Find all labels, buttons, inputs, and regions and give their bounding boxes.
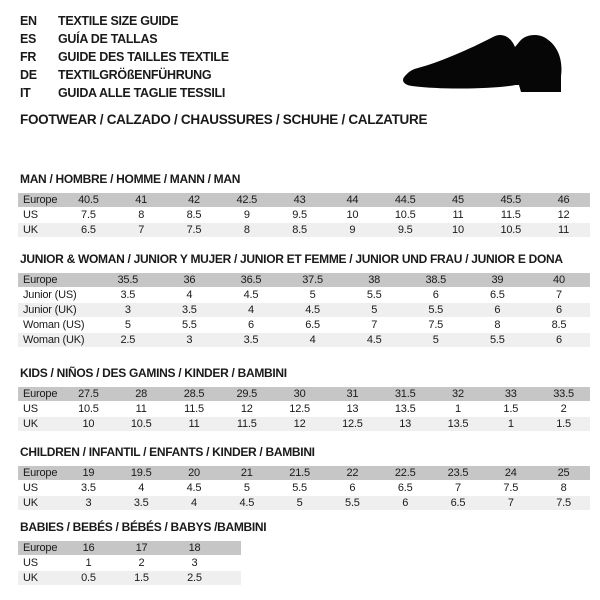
size-cell: 1 [455,403,461,415]
size-cell: 4 [248,304,254,316]
size-cell: 7.5 [556,497,571,509]
row-label: UK [23,224,38,236]
size-cell: 7 [371,319,378,331]
size-cell: 45.5 [500,194,522,206]
size-cell: 39 [491,274,504,286]
size-cell: 35.5 [117,274,139,286]
table-row-us [18,208,590,222]
size-cell: 29.5 [236,388,258,400]
language-code: FR [20,50,37,64]
table-heading-man: MAN / HOMBRE / HOMME / MANN / MAN [20,172,241,186]
size-cell: 32 [452,388,464,400]
size-cell: 6.5 [450,497,466,509]
size-cell: 33 [504,388,517,400]
size-cell: 10 [82,418,95,430]
size-cell: 1.5 [556,418,571,430]
size-cell: 5.5 [366,289,382,301]
table-row-europe [18,193,590,207]
row-label: Europe [23,194,58,206]
size-cell: 44.5 [394,194,416,206]
size-cell: 6 [402,497,409,509]
table-row-uk [18,496,590,510]
size-cell: 21 [240,467,253,479]
size-cell: 10 [452,224,464,236]
size-cell: 2 [138,557,145,569]
size-cell: 36.5 [240,274,262,286]
size-cell: 5.5 [428,304,444,316]
size-cell: 7 [555,289,562,301]
size-cell: 7.5 [186,224,202,236]
size-cell: 4 [191,497,197,509]
size-cell: 23.5 [447,467,469,479]
size-cell: 8.5 [186,209,202,221]
size-table-kids [18,387,590,431]
size-cell: 28.5 [183,388,205,400]
table-row-europe [18,273,590,287]
size-cell: 8.5 [292,224,307,236]
size-cell: 11.5 [500,209,521,221]
size-cell: 16 [82,542,95,554]
size-cell: 31.5 [394,388,416,400]
size-cell: 13 [399,418,412,430]
table-row-europe [18,541,241,555]
size-cell: 18 [188,542,201,554]
size-cell: 7.5 [428,319,444,331]
table-row-uk [18,223,590,237]
size-cell: 4 [138,482,145,494]
section-kids [18,366,590,431]
language-title: TEXTILGRÖßENFÜHRUNG [58,68,212,82]
size-cell: 5.5 [490,334,505,346]
size-cell: 11.5 [184,403,204,415]
size-cell: 13.5 [447,418,469,430]
table-row-uk [18,571,241,585]
size-cell: 36 [183,274,196,286]
size-cell: 11 [188,418,200,430]
size-cell: 22.5 [394,467,416,479]
size-cell: 7 [455,482,461,494]
row-label: Europe [23,467,58,479]
size-cell: 37.5 [302,274,323,286]
size-cell: 2.5 [120,334,136,346]
size-cell: 3.5 [81,482,96,494]
size-cell: 8.5 [551,319,567,331]
size-cell: 25 [557,467,570,479]
size-cell: 6 [349,482,356,494]
size-cell: 6 [555,304,562,316]
size-cell: 8 [138,209,145,221]
table-row-europe [18,387,590,401]
size-cell: 7 [138,224,145,236]
table-row-europe [18,466,590,480]
table-row-uk [18,417,590,431]
size-table-junior-woman [18,273,590,347]
size-cell: 9.5 [292,209,307,221]
table-row-junior-us [18,288,590,302]
size-cell: 4.5 [243,289,259,301]
size-cell: 3 [186,334,193,346]
size-cell: 30 [293,388,306,400]
size-cell: 20 [188,467,200,479]
size-cell: 5.5 [182,319,197,331]
size-cell: 1 [85,557,92,569]
size-cell: 6 [555,334,562,346]
size-cell: 1 [507,418,514,430]
size-cell: 8 [560,482,567,494]
size-cell: 7.5 [81,209,96,221]
size-cell: 28 [135,388,148,400]
size-cell: 42 [188,194,200,206]
size-cell: 17 [135,542,148,554]
size-cell: 9.5 [397,224,413,236]
size-cell: 45 [452,194,464,206]
language-code: DE [20,68,37,82]
size-cell: 41 [135,194,148,206]
row-label: Junior (UK) [23,304,77,316]
row-label: US [23,403,38,415]
language-code: IT [20,86,31,100]
row-label: UK [23,418,38,430]
size-cell: 5 [296,497,303,509]
size-cell: 10 [346,209,359,221]
row-label: Junior (US) [23,289,77,301]
language-title: TEXTILE SIZE GUIDE [58,14,179,28]
section-junior-woman [18,252,590,347]
size-cell: 6 [432,289,439,301]
size-cell: 42.5 [236,194,258,206]
row-label: Woman (UK) [23,334,85,346]
size-cell: 4.5 [239,497,255,509]
size-cell: 43 [293,194,306,206]
size-cell: 4.5 [186,482,202,494]
table-row-woman-uk [18,333,590,347]
size-cell: 13 [346,403,359,415]
category-title: FOOTWEAR / CALZADO / CHAUSSURES / SCHUHE / CALZATURE [20,112,428,127]
size-cell: 38 [368,274,381,286]
size-cell: 5.5 [292,482,307,494]
table-heading-junior-woman: JUNIOR & WOMAN / JUNIOR Y MUJER / JUNIOR ET FEMME / JUNIOR UND FRAU / JUNIOR E DONA [20,252,563,266]
size-cell: 7 [507,497,514,509]
size-cell: 5 [371,304,378,316]
size-cell: 10.5 [500,224,522,236]
size-cell: 4 [309,334,316,346]
size-cell: 7.5 [503,482,519,494]
size-cell: 10.5 [78,403,99,415]
size-cell: 1.5 [503,403,519,415]
size-cell: 3.5 [243,334,259,346]
size-cell: 2 [560,403,567,415]
size-table-man [18,193,590,237]
size-cell: 8 [494,319,501,331]
size-cell: 6.5 [490,289,505,301]
row-label: US [23,557,38,569]
row-label: US [23,482,38,494]
row-label: UK [23,497,38,509]
language-row-en [20,12,590,30]
table-row-woman-us [18,318,590,332]
size-cell: 3.5 [120,289,136,301]
size-cell: 22 [346,467,359,479]
size-table-babies [18,541,241,585]
size-cell: 2.5 [187,572,202,584]
size-cell: 12.5 [342,418,363,430]
section-man [18,172,590,237]
table-row-us [18,556,241,570]
size-cell: 3 [191,557,198,569]
size-cell: 11 [558,224,570,236]
size-cell: 11 [452,209,464,221]
size-cell: 3 [124,304,131,316]
size-cell: 5.5 [345,497,360,509]
language-code: ES [20,32,37,46]
size-cell: 9 [349,224,356,236]
size-table-children [18,466,590,510]
size-cell: 3 [85,497,92,509]
size-cell: 27.5 [78,388,99,400]
size-cell: 33.5 [553,388,574,400]
size-cell: 38.5 [425,274,447,286]
size-cell: 19.5 [130,467,152,479]
table-row-us [18,402,590,416]
size-cell: 6 [248,319,254,331]
size-cell: 12.5 [289,403,310,415]
size-cell: 1.5 [134,572,149,584]
table-heading-children: CHILDREN / INFANTIL / ENFANTS / KINDER / BAMBINI [20,445,315,459]
row-label: UK [23,572,38,584]
size-cell: 4.5 [305,304,320,316]
section-children [18,445,590,510]
size-cell: 5 [243,482,250,494]
language-code: EN [20,14,37,28]
row-label: Woman (US) [23,319,85,331]
size-cell: 3.5 [182,304,197,316]
size-cell: 9 [243,209,250,221]
size-cell: 12 [557,209,570,221]
size-cell: 21.5 [289,467,310,479]
size-cell: 19 [82,467,95,479]
size-cell: 0.5 [81,572,96,584]
size-cell: 8 [243,224,250,236]
size-cell: 12 [293,418,306,430]
row-label: US [23,209,38,221]
row-label: Europe [23,542,58,554]
size-cell: 5 [309,289,316,301]
language-title: GUÍA DE TALLAS [58,32,158,46]
size-cell: 40.5 [78,194,99,206]
size-cell: 12 [240,403,253,415]
table-row-junior-uk [18,303,590,317]
size-cell: 13.5 [394,403,416,415]
size-cell: 40 [553,274,565,286]
size-cell: 4 [186,289,193,301]
language-title: GUIDE DES TAILLES TEXTILE [58,50,229,64]
size-cell: 6.5 [305,319,320,331]
table-heading-kids: KIDS / NIÑOS / DES GAMINS / KINDER / BAMBINI [20,366,287,380]
size-cell: 6.5 [81,224,96,236]
size-cell: 11.5 [236,418,257,430]
dress-shoe-icon [398,30,570,96]
size-cell: 5 [124,319,131,331]
language-title: GUIDA ALLE TAGLIE TESSILI [58,86,226,100]
size-cell: 11 [135,403,147,415]
section-babies [18,520,590,585]
size-cell: 10.5 [130,418,152,430]
size-cell: 46 [557,194,570,206]
size-cell: 4.5 [366,334,382,346]
row-label: Europe [23,274,58,286]
size-cell: 44 [346,194,359,206]
size-cell: 5 [432,334,439,346]
table-row-us [18,481,590,495]
table-heading-babies: BABIES / BEBÉS / BÉBÉS / BABYS /BAMBINI [20,520,267,534]
size-cell: 3.5 [133,497,149,509]
size-cell: 31 [346,388,359,400]
size-cell: 6 [494,304,501,316]
size-cell: 6.5 [397,482,413,494]
row-label: Europe [23,388,58,400]
size-cell: 24 [504,467,517,479]
size-cell: 10.5 [394,209,416,221]
